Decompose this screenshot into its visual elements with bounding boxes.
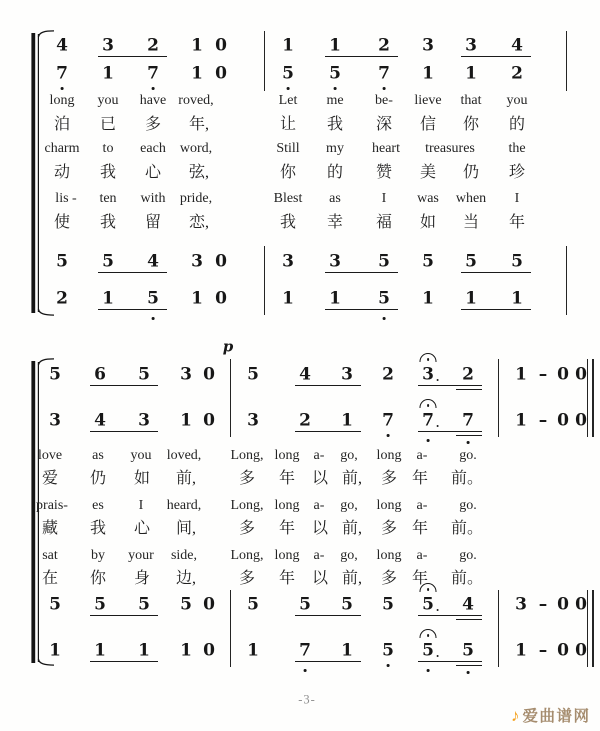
lyric-word: 爱 <box>41 470 59 487</box>
note-digit: 3 <box>191 251 203 272</box>
note-digit: 1 <box>515 364 527 385</box>
lyric-word: a- <box>416 548 428 563</box>
eighth-beam <box>295 431 361 432</box>
note-digit: 5 <box>247 364 259 385</box>
note-digit: 5 <box>378 251 390 272</box>
lyric-word: go, <box>340 548 358 563</box>
note-digit: 5 <box>138 594 150 615</box>
note-digit: 1 <box>180 410 192 431</box>
lyric-word: Blest <box>273 191 303 206</box>
lyric-word: 年, <box>188 116 210 133</box>
lyric-word: treasures <box>425 141 475 156</box>
lyric-word: 的 <box>508 116 526 133</box>
note-digit: 5 <box>422 251 434 272</box>
lyric-word: 我 <box>89 520 107 537</box>
note-digit: 5 <box>382 594 394 615</box>
lyric-word: to <box>102 141 114 156</box>
site-logo[interactable] <box>511 704 591 726</box>
note-digit: 5 <box>422 640 434 661</box>
lyric-word: 信 <box>419 116 437 133</box>
lyric-word: I <box>381 191 387 206</box>
eighth-beam <box>90 661 158 662</box>
note-digit: 4 <box>56 35 68 56</box>
note-digit: 1 <box>329 35 341 56</box>
lyric-word: by <box>91 548 105 563</box>
note-digit: – <box>538 594 548 615</box>
note-digit: 5 <box>102 251 114 272</box>
lyric-word: long <box>376 448 402 463</box>
eighth-beam <box>90 385 158 386</box>
note-digit: 1 <box>94 640 106 661</box>
lyric-word: long <box>376 548 402 563</box>
lyric-word: 仍 <box>462 164 480 181</box>
note-digit: 7 <box>299 640 311 661</box>
barline <box>230 359 231 437</box>
note-digit: 1 <box>191 63 203 84</box>
eighth-beam <box>98 272 167 273</box>
note-digit: 2 <box>511 63 523 84</box>
eighth-beam <box>418 431 482 432</box>
lyric-word: each <box>140 141 166 156</box>
note-digit: 0 <box>557 594 569 615</box>
sixteenth-beam <box>456 389 482 390</box>
note-digit: – <box>538 410 548 431</box>
note-digit: 5 <box>180 594 192 615</box>
note-digit: 3 <box>329 251 341 272</box>
low-octave-dot <box>427 669 430 672</box>
eighth-beam <box>418 661 482 662</box>
eighth-beam <box>295 615 361 616</box>
lyric-word: 幸 <box>326 214 344 231</box>
note-digit: 3 <box>247 410 259 431</box>
barline <box>592 590 595 667</box>
note-digit: 0 <box>215 251 227 272</box>
eighth-beam <box>98 56 167 57</box>
lyric-word: 前, <box>341 470 363 487</box>
note-digit: 3 <box>422 35 434 56</box>
note-digit: 5 <box>147 288 159 309</box>
augmentation-dot <box>436 425 439 428</box>
lyric-word: go, <box>340 498 358 513</box>
note-digit: 2 <box>382 364 394 385</box>
lyric-word: my <box>326 141 344 156</box>
note-digit: 1 <box>422 63 434 84</box>
lyric-word: 多 <box>380 470 398 487</box>
note-digit: 5 <box>341 594 353 615</box>
note-digit: 2 <box>378 35 390 56</box>
note-digit: 1 <box>282 35 294 56</box>
lyric-word: as <box>329 191 341 206</box>
note-digit: 1 <box>191 288 203 309</box>
lyric-word: 赞 <box>375 164 393 181</box>
note-digit: 5 <box>299 594 311 615</box>
lyric-word: 你 <box>89 570 107 587</box>
lyric-word: with <box>140 191 166 206</box>
lyric-word: 美 <box>419 164 437 181</box>
lyric-word: 我 <box>99 164 117 181</box>
note-digit: 5 <box>382 640 394 661</box>
note-digit: – <box>538 364 548 385</box>
lyric-word: sat <box>42 548 58 563</box>
lyric-word: pride, <box>179 191 213 206</box>
eighth-beam <box>325 56 398 57</box>
note-digit: 2 <box>147 35 159 56</box>
lyric-word: 多 <box>238 520 256 537</box>
augmentation-dot <box>436 655 439 658</box>
note-digit: 0 <box>203 640 215 661</box>
lyric-word: 如 <box>133 470 151 487</box>
lyric-word: 的 <box>326 164 344 181</box>
low-octave-dot <box>61 87 64 90</box>
fermata-icon <box>420 353 437 362</box>
lyric-word: long <box>49 93 75 108</box>
site-logo-text: 爱曲谱网 <box>522 708 591 725</box>
lyric-word: a- <box>416 448 428 463</box>
note-digit: 1 <box>465 288 477 309</box>
lyric-word: 留 <box>144 214 162 231</box>
lyric-word: 以 <box>311 570 329 587</box>
lyric-word: side, <box>170 548 198 563</box>
lyric-word: 我 <box>279 214 297 231</box>
lyric-word: 多 <box>238 570 256 587</box>
note-digit: 1 <box>49 640 61 661</box>
note-digit: 4 <box>299 364 311 385</box>
eighth-beam <box>418 385 482 386</box>
note-digit: 2 <box>299 410 311 431</box>
lyric-word: long <box>274 548 300 563</box>
low-octave-dot <box>334 87 337 90</box>
low-octave-dot <box>287 87 290 90</box>
lyric-word: Still <box>276 141 300 156</box>
lyric-word: go, <box>340 448 358 463</box>
note-digit: 0 <box>203 594 215 615</box>
lyric-word: I <box>514 191 520 206</box>
note-digit: – <box>538 640 548 661</box>
note-digit: 0 <box>575 640 587 661</box>
lyric-word: 心 <box>133 520 151 537</box>
lyric-word: prais- <box>36 498 68 513</box>
lyric-word: as <box>92 448 104 463</box>
lyric-word: Long, <box>230 548 264 563</box>
fermata-icon <box>420 399 437 408</box>
low-octave-dot <box>467 671 470 674</box>
lyric-word: 前, <box>341 570 363 587</box>
note-digit: 7 <box>378 63 390 84</box>
low-octave-dot <box>387 664 390 667</box>
lyric-word: 深 <box>375 116 393 133</box>
lyric-word: 已 <box>99 116 117 133</box>
sixteenth-beam <box>456 619 482 620</box>
lyric-word: 间, <box>175 520 197 537</box>
eighth-beam <box>90 615 158 616</box>
note-digit: 7 <box>422 410 434 431</box>
note-digit: 5 <box>511 251 523 272</box>
note-digit: 6 <box>94 364 106 385</box>
lyric-word: 以 <box>311 470 329 487</box>
lyric-word: a- <box>313 498 325 513</box>
augmentation-dot <box>436 609 439 612</box>
eighth-beam <box>418 615 482 616</box>
lyric-word: 多 <box>238 470 256 487</box>
lyric-word: go. <box>459 548 477 563</box>
note-digit: 0 <box>215 35 227 56</box>
lyric-word: long <box>274 498 300 513</box>
note-digit: 5 <box>49 594 61 615</box>
note-digit: 1 <box>511 288 523 309</box>
lyric-word: 你 <box>279 164 297 181</box>
lyric-word: me <box>326 93 344 108</box>
lyric-word: long <box>274 448 300 463</box>
note-digit: 1 <box>191 35 203 56</box>
lyric-word: a- <box>313 448 325 463</box>
lyric-word: you <box>506 93 528 108</box>
music-note-icon: ♪ <box>511 705 520 725</box>
lyric-word: 以 <box>311 520 329 537</box>
sixteenth-beam <box>456 665 482 666</box>
lyric-word: 泊 <box>53 116 71 133</box>
eighth-beam <box>98 309 167 310</box>
note-digit: 3 <box>422 364 434 385</box>
lyric-word: charm <box>44 141 80 156</box>
lyric-word: heart <box>372 141 400 156</box>
lyric-word: 前, <box>341 520 363 537</box>
lyric-word: loved, <box>166 448 202 463</box>
note-digit: 5 <box>247 594 259 615</box>
lyric-word: lis - <box>55 191 77 206</box>
eighth-beam <box>325 309 398 310</box>
fermata-icon <box>420 629 437 638</box>
note-digit: 1 <box>102 288 114 309</box>
lyric-word: 恋, <box>188 214 210 231</box>
note-digit: 1 <box>247 640 259 661</box>
lyric-word: Let <box>278 93 298 108</box>
lyric-word: 仍 <box>89 470 107 487</box>
lyric-word: 如 <box>419 214 437 231</box>
lyric-word: 前。 <box>450 470 484 487</box>
note-digit: 0 <box>575 364 587 385</box>
note-digit: 7 <box>462 410 474 431</box>
lyric-word: 多 <box>144 116 162 133</box>
low-octave-dot <box>387 434 390 437</box>
note-digit: 0 <box>575 594 587 615</box>
note-digit: 1 <box>465 63 477 84</box>
note-digit: 0 <box>575 410 587 431</box>
note-digit: 0 <box>215 63 227 84</box>
dynamic-mark: p <box>222 337 234 356</box>
barline <box>587 590 588 667</box>
lyric-word: a- <box>313 548 325 563</box>
barline <box>566 246 567 315</box>
lyric-word: 年 <box>411 570 429 587</box>
lyric-word: 年 <box>411 470 429 487</box>
lyric-word: a- <box>416 498 428 513</box>
barline <box>592 359 595 437</box>
note-digit: 5 <box>462 640 474 661</box>
note-digit: 5 <box>138 364 150 385</box>
note-digit: 4 <box>511 35 523 56</box>
barline <box>498 359 499 437</box>
note-digit: 5 <box>282 63 294 84</box>
note-digit: 7 <box>382 410 394 431</box>
lyric-word: 年 <box>278 470 296 487</box>
note-digit: 0 <box>203 410 215 431</box>
lyric-word: 多 <box>380 570 398 587</box>
lyric-word: 在 <box>41 570 59 587</box>
barline <box>264 246 265 315</box>
lyric-word: 年 <box>278 570 296 587</box>
note-digit: 5 <box>49 364 61 385</box>
note-digit: 0 <box>557 410 569 431</box>
barline <box>264 31 265 91</box>
note-digit: 0 <box>203 364 215 385</box>
note-digit: 0 <box>557 364 569 385</box>
lyric-word: was <box>417 191 439 206</box>
lyric-word: be- <box>375 93 393 108</box>
lyric-word: you <box>97 93 119 108</box>
note-digit: 4 <box>94 410 106 431</box>
lyric-word: go. <box>459 448 477 463</box>
note-digit: 4 <box>147 251 159 272</box>
lyric-word: 身 <box>133 570 151 587</box>
lyric-word: 藏 <box>41 520 59 537</box>
note-digit: 3 <box>465 35 477 56</box>
low-octave-dot <box>427 439 430 442</box>
low-octave-dot <box>304 669 307 672</box>
lyric-word: Long, <box>230 498 264 513</box>
barline <box>566 31 567 91</box>
lyric-word: 前。 <box>450 520 484 537</box>
note-digit: 5 <box>422 594 434 615</box>
lyric-word: lieve <box>414 93 442 108</box>
lyric-word: ten <box>99 191 117 206</box>
lyric-word: 弦, <box>188 164 210 181</box>
barline <box>587 359 588 437</box>
low-octave-dot <box>467 441 470 444</box>
lyric-word: 年 <box>508 214 526 231</box>
note-digit: 1 <box>180 640 192 661</box>
system-bracket <box>28 358 64 671</box>
note-digit: 3 <box>180 364 192 385</box>
lyric-word: go. <box>459 498 477 513</box>
note-digit: 1 <box>282 288 294 309</box>
lyric-word: 年 <box>411 520 429 537</box>
note-digit: 3 <box>138 410 150 431</box>
note-digit: 1 <box>515 410 527 431</box>
note-digit: 2 <box>56 288 68 309</box>
note-digit: 0 <box>215 288 227 309</box>
lyric-word: 你 <box>462 116 480 133</box>
note-digit: 3 <box>49 410 61 431</box>
eighth-beam <box>325 272 398 273</box>
lyric-word: I <box>138 498 144 513</box>
eighth-beam <box>461 309 531 310</box>
lyric-word: 让 <box>279 116 297 133</box>
note-digit: 5 <box>378 288 390 309</box>
lyric-word: 多 <box>380 520 398 537</box>
lyric-word: long <box>376 498 402 513</box>
barline <box>230 590 231 667</box>
note-digit: 1 <box>102 63 114 84</box>
lyric-word: love <box>37 448 63 463</box>
lyric-word: 我 <box>326 116 344 133</box>
note-digit: 7 <box>56 63 68 84</box>
note-digit: 1 <box>341 640 353 661</box>
lyric-word: 当 <box>462 214 480 231</box>
eighth-beam <box>295 385 361 386</box>
lyric-word: word, <box>179 141 213 156</box>
note-digit: 1 <box>515 640 527 661</box>
lyric-word: 动 <box>53 164 71 181</box>
lyric-word: 心 <box>144 164 162 181</box>
lyric-word: Long, <box>230 448 264 463</box>
lyric-word: 珍 <box>508 164 526 181</box>
lyric-word: 前。 <box>450 570 484 587</box>
note-digit: 0 <box>557 640 569 661</box>
page-number: -3- <box>298 692 316 707</box>
lyric-word: 我 <box>99 214 117 231</box>
lyric-word: when <box>455 191 487 206</box>
note-digit: 5 <box>329 63 341 84</box>
note-digit: 1 <box>138 640 150 661</box>
augmentation-dot <box>436 379 439 382</box>
low-octave-dot <box>383 87 386 90</box>
lyric-word: your <box>128 548 154 563</box>
note-digit: 5 <box>56 251 68 272</box>
sixteenth-beam <box>456 435 482 436</box>
lyric-word: 前, <box>175 470 197 487</box>
lyric-word: 边, <box>175 570 197 587</box>
note-digit: 5 <box>94 594 106 615</box>
note-digit: 7 <box>147 63 159 84</box>
lyric-word: have <box>139 93 167 108</box>
eighth-beam <box>461 272 531 273</box>
lyric-word: 年 <box>278 520 296 537</box>
note-digit: 3 <box>341 364 353 385</box>
lyric-word: you <box>130 448 152 463</box>
lyric-word: es <box>92 498 104 513</box>
eighth-beam <box>90 431 158 432</box>
lyric-word: roved, <box>178 93 214 108</box>
lyric-word: 使 <box>53 214 71 231</box>
note-digit: 1 <box>422 288 434 309</box>
note-digit: 3 <box>282 251 294 272</box>
low-octave-dot <box>152 317 155 320</box>
note-digit: 1 <box>329 288 341 309</box>
note-digit: 3 <box>102 35 114 56</box>
note-digit: 3 <box>515 594 527 615</box>
eighth-beam <box>461 56 531 57</box>
lyric-word: heard, <box>166 498 202 513</box>
barline <box>498 590 499 667</box>
note-digit: 1 <box>341 410 353 431</box>
eighth-beam <box>295 661 361 662</box>
note-digit: 5 <box>465 251 477 272</box>
lyric-word: the <box>508 141 526 156</box>
low-octave-dot <box>152 87 155 90</box>
note-digit: 4 <box>462 594 474 615</box>
low-octave-dot <box>383 317 386 320</box>
lyric-word: 福 <box>375 214 393 231</box>
lyric-word: that <box>460 93 482 108</box>
note-digit: 2 <box>462 364 474 385</box>
